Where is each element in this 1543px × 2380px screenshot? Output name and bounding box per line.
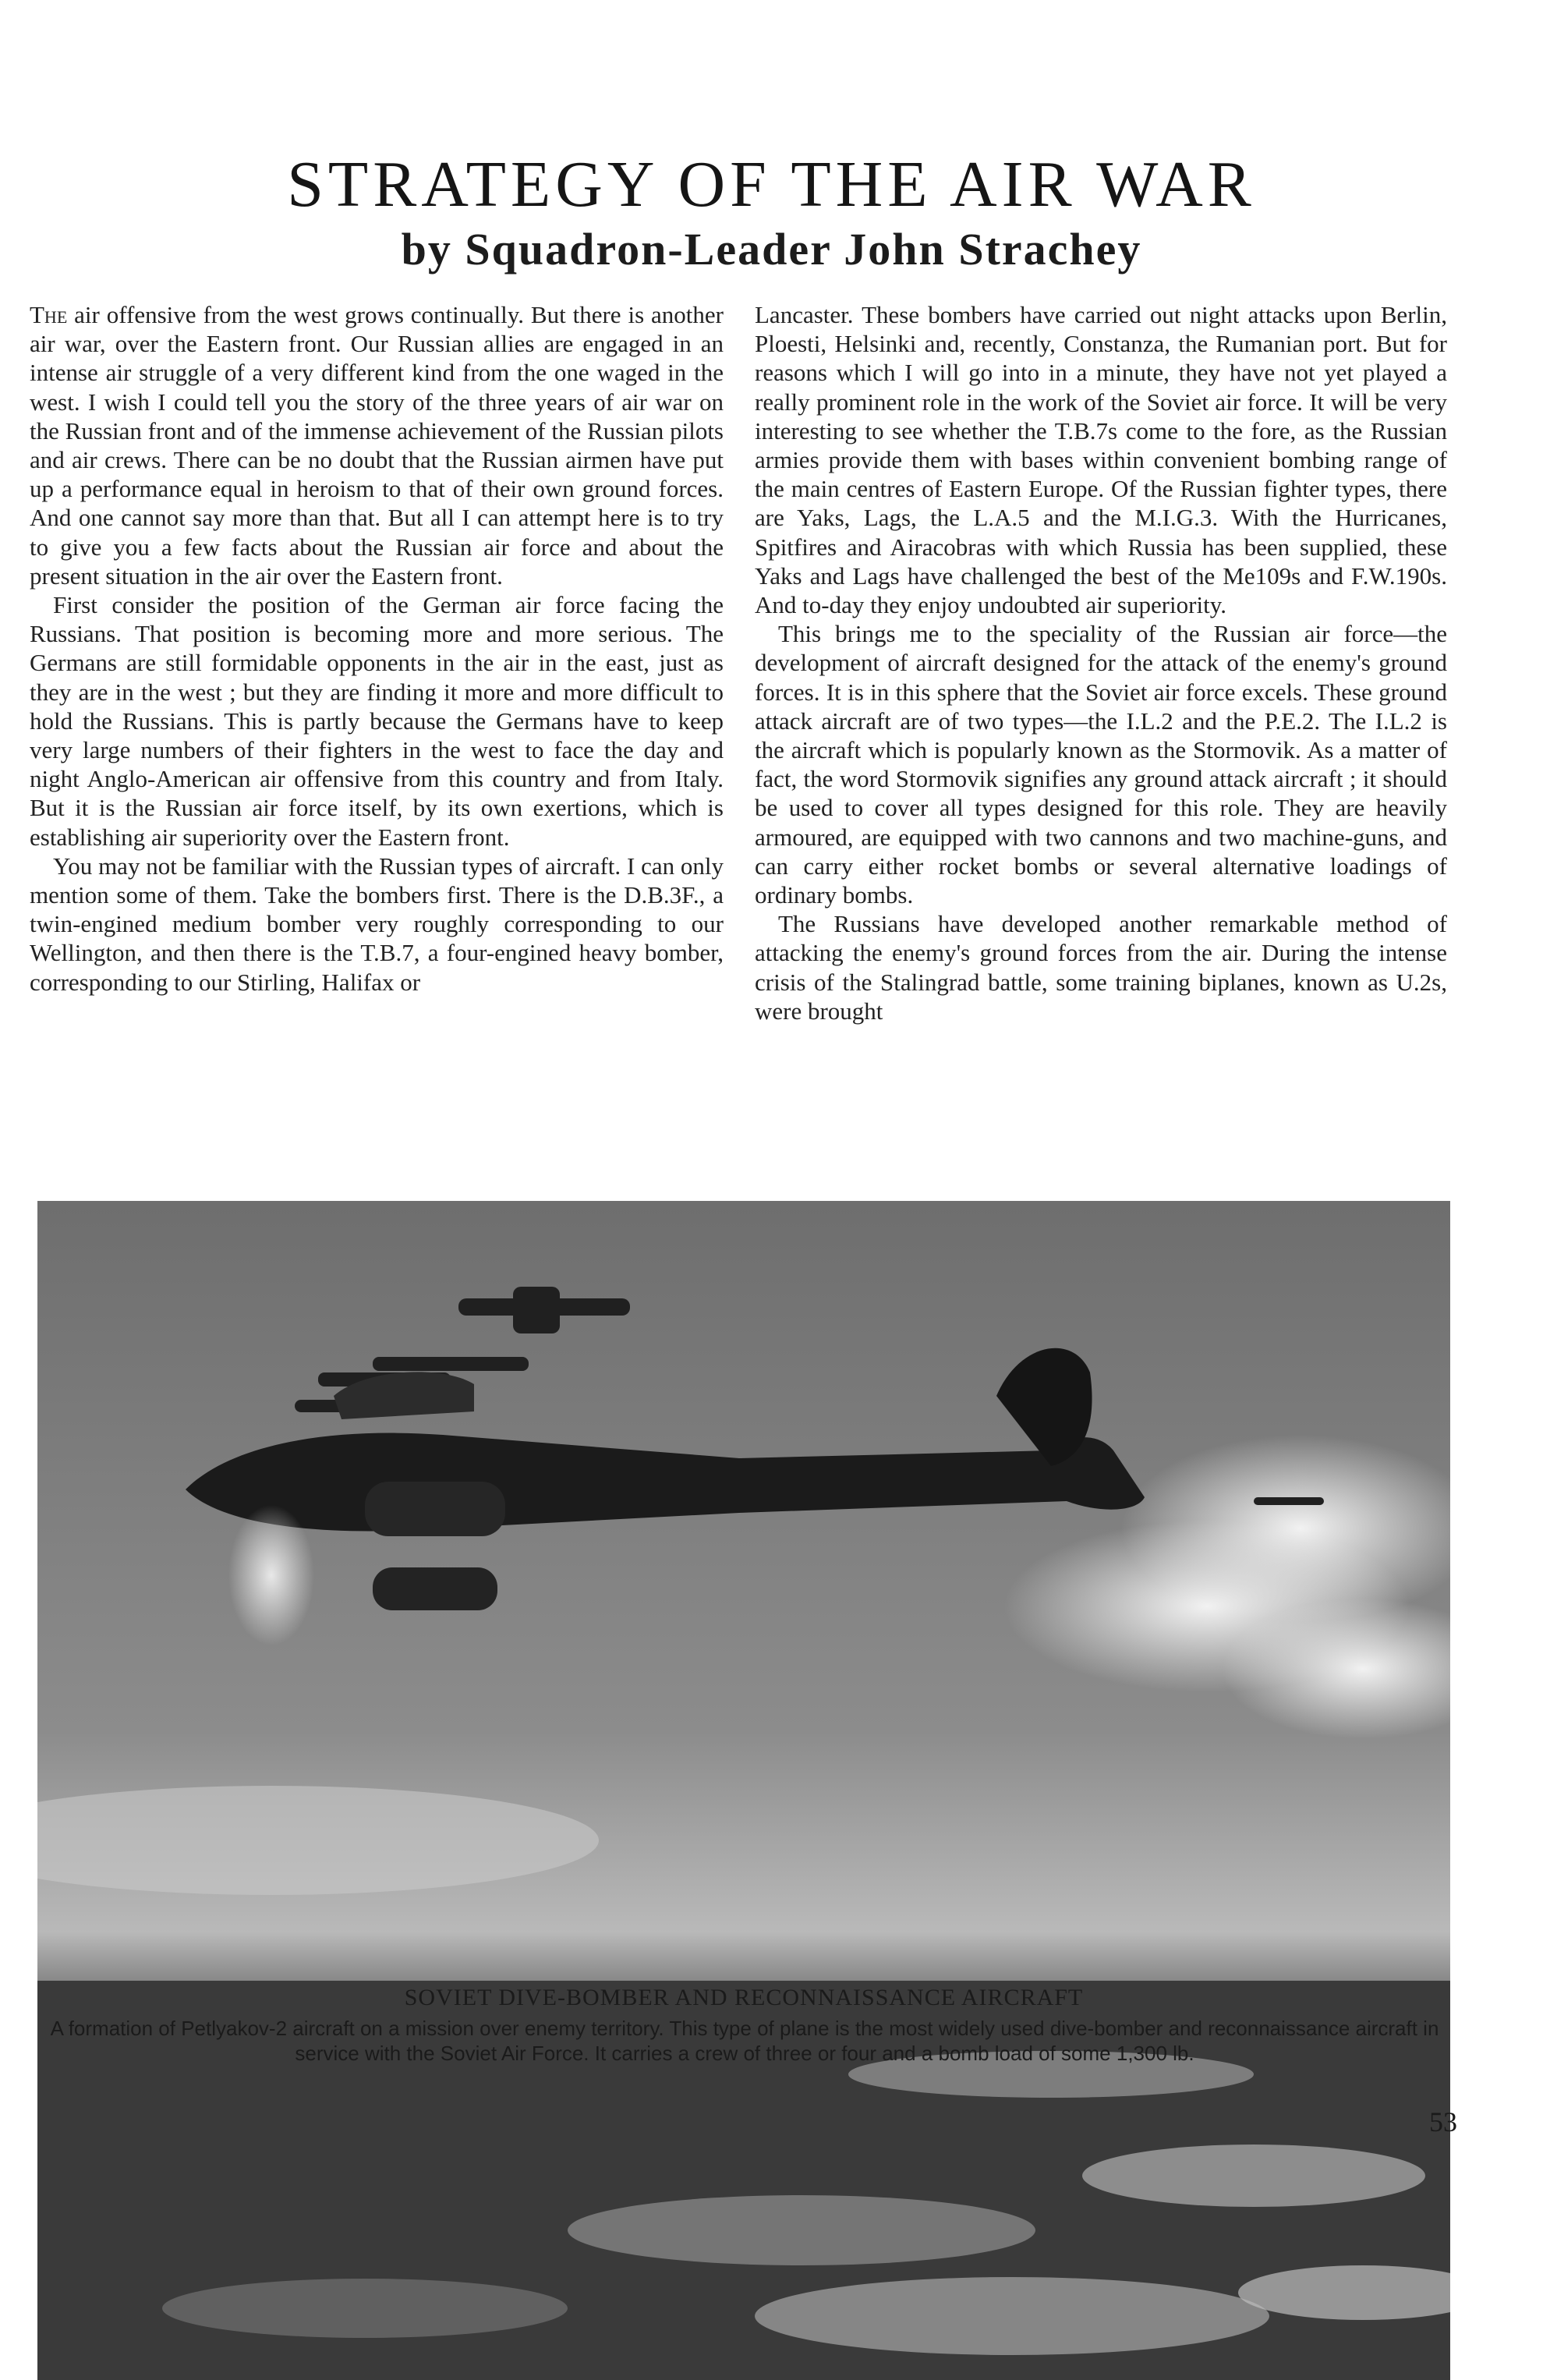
article-title: STRATEGY OF THE AIR WAR bbox=[287, 148, 1256, 221]
aircraft-photograph bbox=[37, 1201, 1450, 2380]
paragraph-text: air offensive from the west grows continually. But there is another air war, over the Eastern front. Our Russian allies are engaged in an intense air struggle of a very different kind from the one waged in the west. I wish I could tell you the story of the three years of air war on the Russian front and of the immense achievement of the Russian pilots and air crews. There can be no doubt that the Russian airmen have put up a performance equal in heroism to that of their own ground forces. And one cannot say more than that. But all I can attempt here is to try to give you a few facts about the Russian air force and about the present situation in the air over the Eastern front. bbox=[30, 301, 724, 590]
text-column-left bbox=[30, 300, 724, 997]
aircraft-photo-illustration bbox=[37, 1201, 1450, 2380]
drop-lead-word: The bbox=[30, 301, 68, 328]
paragraph: The Russians have developed another remarkable method of attacking the enemy's ground forces from the air. During the intense crisis of the Stalingrad battle, some training biplanes, known as U.2s, were brought bbox=[755, 910, 1447, 1025]
paragraph: This brings me to the speciality of the Russian air force—the development of aircraft designed for the attack of the enemy's ground forces. It is in this sphere that the Soviet air force excels. These ground attack aircraft are of two types—the I.L.2 and the P.E.2. The I.L.2 is the aircraft which is popularly known as the Stormovik. As a matter of fact, the word Stormovik signifies any ground attack aircraft ; it should be used to cover all types designed for this role. They are heavily armoured, are equipped with two cannons and two machine-guns, and can carry either rocket bombs or several alternative loadings of ordinary bombs. bbox=[755, 620, 1447, 909]
text-column-right bbox=[755, 300, 1447, 1025]
article-byline: by Squadron-Leader John Strachey bbox=[401, 224, 1142, 274]
figure-caption-title: SOVIET DIVE-BOMBER AND RECONNAISSANCE AIRCRAFT bbox=[404, 1985, 1084, 2010]
paragraph: Lancaster. These bombers have carried out night attacks upon Berlin, Ploesti, Helsinki and, recently, Constanza, the Rumanian port. But for reasons which I will go into in a minute, they have not yet played a really prominent role in the work of the Soviet air force. It will be very interesting to see whether the T.B.7s come to the fore, as the Russian armies provide them with bases within convenient bombing range of the main centres of Eastern Europe. Of the Russian fighter types, there are Yaks, Lags, the L.A.5 and the M.I.G.3. With the Hurricanes, Spitfires and Airacobras with which Russia has been supplied, these Yaks and Lags have challenged the best of the Me109s and F.W.190s. And to-day they enjoy undoubted air superiority. bbox=[755, 301, 1447, 619]
figure-caption-text: A formation of Petlyakov-2 aircraft on a mission over enemy territory. This type of plane is the most widely used dive-bomber and reconnaissance aircraft in service with the Soviet Air Force. It carries a crew of three or four and a bomb load of some 1,300 lb. bbox=[50, 2017, 1439, 2065]
page-number: 53 bbox=[1429, 2106, 1457, 2137]
paragraph bbox=[30, 300, 724, 590]
paragraph: First consider the position of the German air force facing the Russians. That position is becoming more and more serious. The Germans are still formidable opponents in the air in the east, just as they are in the west ; but they are finding it more and more difficult to hold the Russians. This is partly because the Germans have to keep very large numbers of their fighters in the west to face the day and night Anglo-American air offensive from this country and from Italy. But it is the Russian air force itself, by its own exertions, which is establishing air superiority over the Eastern front. bbox=[30, 591, 724, 851]
paragraph: You may not be familiar with the Russian types of aircraft. I can only mention some of them. Take the bombers first. There is the D.B.3F., a twin-engined medium bomber very roughly corresponding to our Wellington, and then there is the T.B.7, a four-engined heavy bomber, corresponding to our Stirling, Halifax or bbox=[30, 852, 724, 996]
